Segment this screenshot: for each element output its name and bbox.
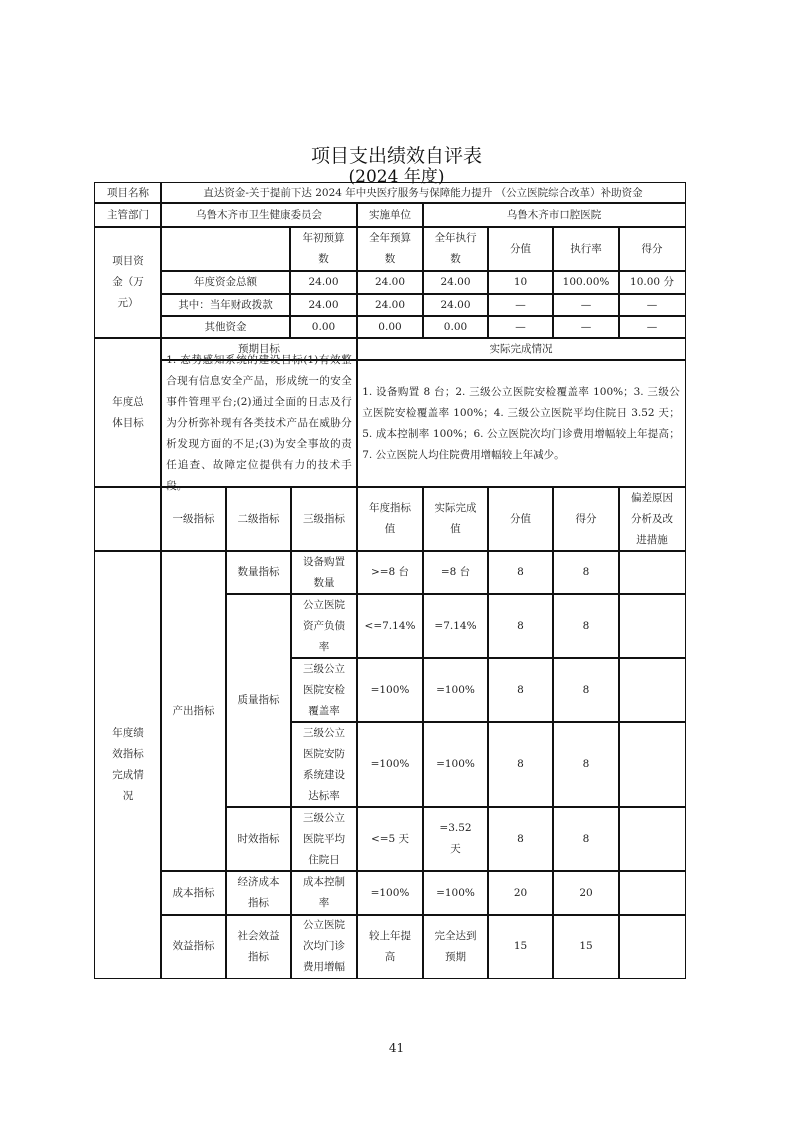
indicator-note xyxy=(618,550,686,595)
page-number: 41 xyxy=(388,1041,405,1055)
indicator-actual xyxy=(422,806,489,872)
impl-label xyxy=(356,202,424,228)
indicator-actual-text: =8 台 xyxy=(440,566,471,578)
level2-timeliness-text: 时效指标 xyxy=(237,832,280,845)
indicator-target-text: <=5 天 xyxy=(370,832,410,845)
actual-header xyxy=(356,337,686,361)
indicator-actual xyxy=(422,593,489,659)
indicator-header-text: 二级指标 xyxy=(237,512,280,525)
funding-row-name xyxy=(160,315,291,339)
dept-value xyxy=(160,202,358,228)
indicator-target xyxy=(356,593,424,659)
indicator-score-text: 8 xyxy=(517,832,524,845)
indicator-actual xyxy=(422,550,489,595)
expected-header-text: 预期目标 xyxy=(238,342,280,355)
indicator-header-blank xyxy=(94,486,162,552)
indicator-level3 xyxy=(290,721,358,808)
level2-social-benefit-text: 社会效益指标 xyxy=(237,929,280,963)
funding-value-text: 100.00% xyxy=(562,276,610,288)
expected-goal xyxy=(160,354,358,492)
indicator-note xyxy=(618,806,686,872)
indicator-actual xyxy=(422,870,489,916)
indicator-actual xyxy=(422,721,489,808)
indicator-header-text: 三级指标 xyxy=(303,512,345,525)
indicator-got-text: 8 xyxy=(582,758,590,770)
indicators-label xyxy=(94,550,162,979)
indicator-score-text: 8 xyxy=(517,619,524,632)
indicator-got xyxy=(552,914,620,979)
indicator-score-text: 15 xyxy=(513,940,528,952)
funding-value-text: — xyxy=(515,298,526,311)
funding-value-text: — xyxy=(580,298,592,311)
funding-header-text: 得分 xyxy=(641,242,663,255)
level2-quantity-text: 数量指标 xyxy=(237,566,280,578)
indicator-got xyxy=(552,806,620,872)
level1-benefit xyxy=(160,914,227,979)
indicator-target-text: >=8 台 xyxy=(370,566,410,578)
indicator-got-text: 8 xyxy=(582,832,590,845)
actual-header-text: 实际完成情况 xyxy=(489,342,553,355)
indicator-header-text: 年度指标值 xyxy=(369,502,411,535)
indicator-header-text: 分值 xyxy=(510,512,531,525)
indicator-level3-text: 成本控制率 xyxy=(303,876,345,909)
indicator-actual xyxy=(422,657,489,723)
dept-label xyxy=(94,202,162,228)
indicator-got-text: 8 xyxy=(582,683,590,696)
impl-label-text: 实施单位 xyxy=(369,208,411,221)
funding-value xyxy=(618,315,686,339)
level2-quality xyxy=(225,593,292,808)
level2-quantity xyxy=(225,550,292,595)
indicator-target xyxy=(356,806,424,872)
indicator-actual xyxy=(422,914,489,979)
project-name-label-text: 项目名称 xyxy=(107,186,149,199)
indicator-score xyxy=(487,870,554,916)
funding-header-blank xyxy=(160,226,291,272)
funding-value xyxy=(552,315,620,339)
funding-value-text: — xyxy=(515,320,526,333)
funding-row-name xyxy=(160,270,291,295)
indicator-actual-text: =100% xyxy=(436,758,475,770)
funding-header xyxy=(552,226,620,272)
funding-value xyxy=(289,293,358,317)
funding-value-text: 24.00 xyxy=(308,276,339,288)
level1-cost xyxy=(160,870,227,916)
funding-value xyxy=(552,270,620,295)
indicator-header xyxy=(487,486,554,552)
indicator-target-text: =100% xyxy=(370,683,410,696)
goals-label-text: 年度总体目标 xyxy=(112,395,144,429)
indicator-level3 xyxy=(290,593,358,659)
funding-value xyxy=(487,270,554,295)
indicator-score-text: 8 xyxy=(517,566,524,578)
funding-label xyxy=(94,226,162,339)
funding-value xyxy=(487,293,554,317)
indicator-level3-text: 设备购置数量 xyxy=(303,555,345,589)
impl-value-text: 乌鲁木齐市口腔医院 xyxy=(506,208,602,221)
funding-row-name xyxy=(160,293,291,317)
project-name-value xyxy=(160,182,686,204)
indicator-score-text: 20 xyxy=(513,886,528,899)
level2-economic-cost xyxy=(225,870,292,916)
indicator-actual-text: =7.14% xyxy=(434,619,477,632)
indicator-target-text: <=7.14% xyxy=(364,619,416,632)
indicator-score-text: 8 xyxy=(517,758,524,770)
funding-header-text: 年初预算数 xyxy=(302,232,345,265)
funding-row-name-text: 其中：当年财政拨款 xyxy=(178,298,273,311)
page-title: 项目支出绩效自评表 xyxy=(310,145,482,167)
funding-value-text: 0.00 xyxy=(443,320,468,333)
indicator-target xyxy=(356,870,424,916)
funding-value-text: 10.00 分 xyxy=(630,276,674,288)
funding-header xyxy=(289,226,358,272)
level2-economic-cost-text: 经济成本指标 xyxy=(237,876,280,909)
funding-row-name-text: 其他资金 xyxy=(204,320,247,333)
indicator-note xyxy=(618,914,686,979)
funding-value xyxy=(552,293,620,317)
funding-value xyxy=(422,315,489,339)
level2-quality-text: 质量指标 xyxy=(237,694,280,706)
indicator-level3-text: 三级公立医院平均住院日 xyxy=(303,811,345,866)
dept-label-text: 主管部门 xyxy=(107,208,149,221)
funding-value-text: — xyxy=(580,320,592,333)
indicator-level3-text: 三级公立医院安防系统建设达标率 xyxy=(303,726,345,802)
funding-value-text: 0.00 xyxy=(311,320,336,333)
funding-value xyxy=(356,315,424,339)
indicator-target-text: =100% xyxy=(370,758,410,770)
page-subtitle: (2024 年度) xyxy=(348,167,445,187)
indicator-header-text: 偏差原因分析及改进措施 xyxy=(631,491,673,546)
funding-value-text: 0.00 xyxy=(378,320,402,333)
indicator-score xyxy=(487,550,554,595)
funding-row-name-text: 年度资金总额 xyxy=(194,276,257,288)
funding-value-text: — xyxy=(646,320,658,333)
funding-value xyxy=(487,315,554,339)
indicator-target xyxy=(356,550,424,595)
funding-value-text: 24.00 xyxy=(440,276,471,288)
goals-label xyxy=(94,337,162,488)
indicator-score xyxy=(487,593,554,659)
indicator-note xyxy=(618,721,686,808)
indicator-header xyxy=(290,486,358,552)
indicator-target xyxy=(356,657,424,723)
level2-social-benefit xyxy=(225,914,292,979)
indicator-got xyxy=(552,657,620,723)
level1-output-text: 产出指标 xyxy=(172,704,215,717)
indicator-target xyxy=(356,914,424,979)
level1-cost-text: 成本指标 xyxy=(172,886,215,899)
indicator-got xyxy=(552,870,620,916)
indicator-header-text: 一级指标 xyxy=(172,512,215,525)
indicator-level3-text: 公立医院次均门诊费用增幅 xyxy=(303,919,345,973)
funding-value-text: — xyxy=(646,298,658,311)
project-name-value-text: 直达资金-关于提前下达 2024 年中央医疗服务与保障能力提升 （公立医院综合改革）补助资金 xyxy=(203,186,643,199)
indicator-note xyxy=(618,657,686,723)
indicator-score xyxy=(487,914,554,979)
level1-output xyxy=(160,550,227,872)
dept-value-text: 乌鲁木齐市卫生健康委员会 xyxy=(196,208,322,221)
indicator-score xyxy=(487,721,554,808)
indicator-header xyxy=(552,486,620,552)
indicator-level3 xyxy=(290,870,358,916)
indicator-header-text: 实际完成值 xyxy=(434,502,477,535)
indicator-level3 xyxy=(290,550,358,595)
funding-header xyxy=(356,226,424,272)
indicator-level3-text: 三级公立医院安检覆盖率 xyxy=(303,662,345,717)
indicator-level3 xyxy=(290,914,358,979)
funding-header-text: 分值 xyxy=(510,242,531,255)
impl-value xyxy=(422,202,686,228)
indicator-header xyxy=(422,486,489,552)
funding-value-text: 10 xyxy=(513,276,528,288)
indicator-header xyxy=(356,486,424,552)
indicator-actual-text: 完全达到预期 xyxy=(434,929,477,963)
indicator-actual-text: =3.52 天 xyxy=(439,822,472,855)
indicator-header xyxy=(160,486,227,552)
project-name-label xyxy=(94,182,162,204)
funding-value-text: 24.00 xyxy=(374,276,406,288)
indicator-level3 xyxy=(290,657,358,723)
funding-header-text: 执行率 xyxy=(570,242,602,255)
indicator-target-text: =100% xyxy=(370,886,410,899)
indicator-header xyxy=(618,486,686,552)
funding-header-text: 全年执行数 xyxy=(434,232,477,265)
indicator-target xyxy=(356,721,424,808)
expected-goal-text: 1. 态势感知系统的建设目标(1)有效整合现有信息安全产品，形成统一的安全事件管理平台;(2)通过全面的日志及行为分析弥补现有各类技术产品在威胁分析发现方面的不足;(3)为安全事故的责任追查、故障定位提供有力的技术手段。 xyxy=(166,354,352,492)
funding-value xyxy=(356,270,424,295)
funding-value-text: 24.00 xyxy=(440,298,471,311)
indicator-got xyxy=(552,550,620,595)
funding-value xyxy=(422,293,489,317)
funding-value-text: 24.00 xyxy=(374,298,406,311)
indicator-score xyxy=(487,806,554,872)
indicator-score-text: 8 xyxy=(517,683,524,696)
indicator-score xyxy=(487,657,554,723)
indicator-got-text: 20 xyxy=(579,886,593,899)
funding-header xyxy=(487,226,554,272)
funding-label-text: 项目资金（万元） xyxy=(112,255,144,309)
funding-value xyxy=(289,270,358,295)
indicator-got xyxy=(552,721,620,808)
funding-header-text: 全年预算数 xyxy=(369,232,411,265)
indicator-header xyxy=(225,486,292,552)
level1-benefit-text: 效益指标 xyxy=(172,940,215,952)
indicator-header-text: 得分 xyxy=(575,512,597,525)
indicator-got-text: 15 xyxy=(579,940,593,952)
funding-value xyxy=(422,270,489,295)
actual-result-text: 1. 设备购置 8 台；2. 三级公立医院安检覆盖率 100%；3. 三级公立医院安检覆盖率 100%；4. 三级公立医院平均住院日 3.52 天；5. 成本控制率 100%；6. 公立医院次均门诊费用增幅较上年提高；7. 公立医院人均住院费用增幅较上年减少。 xyxy=(362,385,680,461)
indicators-label-text: 年度绩效指标完成情况 xyxy=(112,726,144,802)
indicator-level3-text: 公立医院资产负债率 xyxy=(303,598,345,653)
funding-header xyxy=(422,226,489,272)
indicator-actual-text: =100% xyxy=(436,683,475,696)
funding-value-text: 24.00 xyxy=(308,298,339,311)
funding-value xyxy=(618,293,686,317)
funding-value xyxy=(356,293,424,317)
funding-header xyxy=(618,226,686,272)
indicator-got xyxy=(552,593,620,659)
indicator-note xyxy=(618,870,686,916)
indicator-got-text: 8 xyxy=(582,566,590,578)
indicator-got-text: 8 xyxy=(582,619,590,632)
indicator-note xyxy=(618,593,686,659)
funding-value xyxy=(289,315,358,339)
funding-value xyxy=(618,270,686,295)
indicator-target-text: 较上年提高 xyxy=(369,929,411,963)
indicator-level3 xyxy=(290,806,358,872)
level2-timeliness xyxy=(225,806,292,872)
indicator-actual-text: =100% xyxy=(436,886,475,899)
actual-result xyxy=(356,359,686,488)
